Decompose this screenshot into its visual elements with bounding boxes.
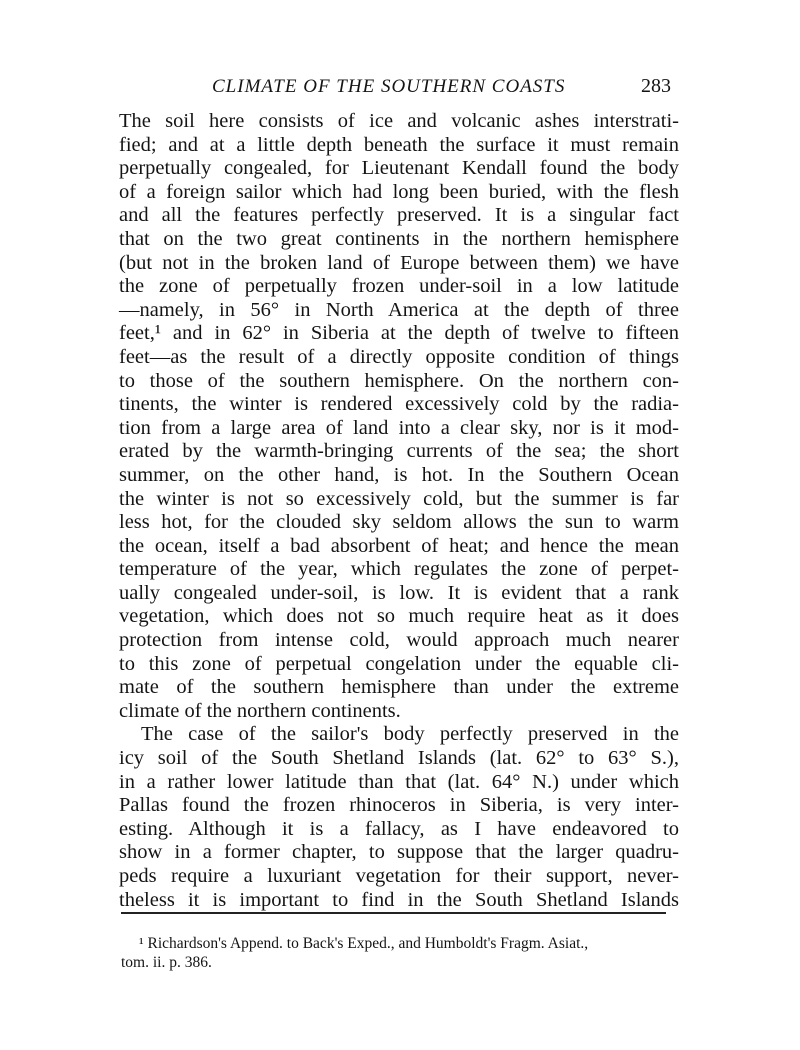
text-line: the zone of perpetually frozen under-soil in a low latitude: [119, 275, 679, 298]
text-line: of a foreign sailor which had long been buried, with the flesh: [119, 180, 679, 203]
running-header-title: CLIMATE OF THE SOUTHERN COASTS: [212, 76, 566, 97]
text-line: perpetually congealed, for Lieutenant Kendall found the body: [119, 157, 679, 180]
text-line: esting. Although it is a fallacy, as I have endeavored to: [119, 817, 679, 840]
footnote-line: tom. ii. p. 386.: [121, 954, 212, 971]
text-line: protection from intense cold, would approach much nearer: [119, 629, 679, 652]
text-line: the ocean, itself a bad absorbent of heat; and hence the mean: [119, 534, 679, 557]
text-line: (but not in the broken land of Europe between them) we have: [119, 251, 679, 274]
text-line: the winter is not so excessively cold, but the summer is far: [119, 487, 679, 510]
text-line: vegetation, which does not so much require heat as it does: [119, 605, 679, 628]
text-line: to those of the southern hemisphere. On the northern con-: [119, 369, 679, 392]
text-line: tion from a large area of land into a clear sky, nor is it mod-: [119, 416, 679, 439]
text-line: less hot, for the clouded sky seldom allows the sun to warm: [119, 511, 679, 534]
text-line: and all the features perfectly preserved. It is a singular fact: [119, 204, 679, 227]
text-line: theless it is important to find in the South Shetland Islands: [119, 888, 679, 911]
text-line: feet—as the result of a directly opposite condition of things: [119, 345, 679, 368]
text-line: Pallas found the frozen rhinoceros in Siberia, is very inter-: [119, 794, 679, 817]
text-line: fied; and at a little depth beneath the surface it must remain: [119, 133, 679, 156]
text-line: erated by the warmth-bringing currents of the sea; the short: [119, 440, 679, 463]
text-line: —namely, in 56° in North America at the depth of three: [119, 298, 679, 321]
text-line: peds require a luxuriant vegetation for their support, never-: [119, 865, 679, 887]
footnote-line: ¹ Richardson's Append. to Back's Exped., and Humboldt's Fragm. Asiat.,: [139, 935, 589, 952]
text-line: The soil here consists of ice and volcanic ashes interstrati-: [119, 110, 679, 132]
text-line: tinents, the winter is rendered excessively cold by the radia-: [119, 393, 679, 416]
paragraph-start-line: The case of the sailor's body perfectly preserved in the: [141, 723, 679, 746]
text-line: that on the two great continents in the northern hemisphere: [119, 227, 679, 250]
paragraph-end-line: climate of the northern continents.: [119, 699, 401, 722]
text-line: summer, on the other hand, is hot. In the Southern Ocean: [119, 463, 679, 486]
text-line: to this zone of perpetual congelation under the equable cli-: [119, 652, 679, 675]
text-line: mate of the southern hemisphere than under the extreme: [119, 676, 679, 699]
footnote: [121, 934, 681, 972]
text-line: ually congealed under-soil, is low. It is evident that a rank: [119, 581, 679, 604]
page-number: 283: [641, 75, 671, 97]
text-line: icy soil of the South Shetland Islands (lat. 62° to 63° S.),: [119, 747, 679, 770]
text-line: show in a former chapter, to suppose that the larger quadru-: [119, 841, 679, 864]
body-text: [119, 110, 679, 912]
text-line: in a rather lower latitude than that (lat. 64° N.) under which: [119, 770, 679, 793]
footnote-divider: [121, 912, 666, 914]
text-line: temperature of the year, which regulates the zone of perpet-: [119, 558, 679, 581]
text-line: feet,¹ and in 62° in Siberia at the depth of twelve to fifteen: [119, 322, 679, 345]
